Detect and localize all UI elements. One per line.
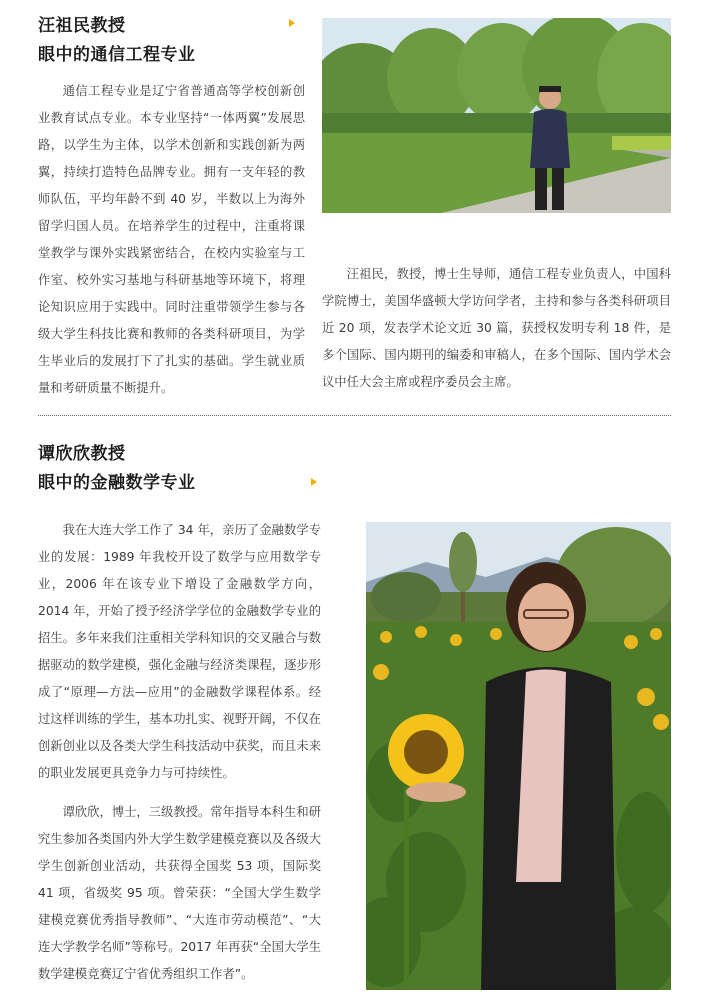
section1-bio — [322, 261, 671, 396]
section2-title-line1: 谭欣欣教授 — [38, 444, 126, 464]
sunflower-photo-image — [366, 522, 671, 990]
section1-portrait-photo — [322, 18, 671, 213]
section2-body — [38, 517, 321, 787]
section2-bio — [38, 799, 321, 988]
section2-title — [38, 440, 196, 498]
campus-photo-image — [322, 18, 671, 213]
section1-title-line2: 眼中的通信工程专业 — [38, 45, 196, 65]
section2-bio-text: 谭欣欣，博士，三级教授。常年指导本科生和研究生参加各类国内外大学生数学建模竞赛以及各级大学生创新创业活动，共获得全国奖 53 项，国际奖 41 项，省级奖 95 项。曾荣获：“全国大学生数学建模竞赛优秀指导教师”、“大连市劳动模范”、“大连大学教学名师”等称号。2017 年再获“全国大学生数学建模竞赛辽宁省优秀组织工作者”。 — [38, 805, 321, 981]
triangle-marker-icon — [311, 478, 317, 486]
section1-bio-text: 汪祖民，教授，博士生导师，通信工程专业负责人，中国科学院博士，美国华盛顿大学访问学者，主持和参与各类科研项目近 20 项，发表学术论文近 30 篇，获授权发明专利 18 件，是多个国际、国内期刊的编委和审稿人，在多个国际、国内学术会议中任大会主席或程序委员会主席。 — [322, 267, 671, 389]
section2-portrait-photo — [366, 522, 671, 990]
section1-body — [38, 78, 305, 402]
section1-title — [38, 12, 196, 70]
triangle-marker-icon — [289, 19, 295, 27]
section1-body-text: 通信工程专业是辽宁省普通高等学校创新创业教育试点专业。本专业坚持“一体两翼”发展思路，以学生为主体，以学术创新和实践创新为两翼，持续打造特色品牌专业。拥有一支年轻的教师队伍，平均年龄不到 40 岁，半数以上为海外留学归国人员。在培养学生的过程中，注重将课堂教学与课外实践紧密结合，在校内实验室与工作室、校外实习基地与科研基地等环境下，将理论知识应用于实践中。同时注重带领学生参与各级大学生科技比赛和教师的各类科研项目，为学生毕业后的发展打下了扎实的基础。学生就业质量和考研质量不断提升。 — [38, 84, 305, 395]
section1-title-line1: 汪祖民教授 — [38, 16, 126, 36]
section2-body-text: 我在大连大学工作了 34 年，亲历了金融数学专业的发展：1989 年我校开设了数学与应用数学专业，2006 年在该专业下增设了金融数学方向，2014 年，开始了授予经济学学位的金融数学专业的招生。多年来我们注重相关学科知识的交叉融合与数据驱动的数学建模，强化金融与经济类课程，逐步形成了“原理—方法—应用”的金融数学课程体系。经过这样训练的学生，基本功扎实、视野开阔，不仅在创新创业以及各类大学生科技活动中获奖，而且未来的职业发展更具竞争力与可持续性。 — [38, 523, 321, 780]
section-divider — [38, 415, 671, 416]
section2-title-line2: 眼中的金融数学专业 — [38, 473, 196, 493]
